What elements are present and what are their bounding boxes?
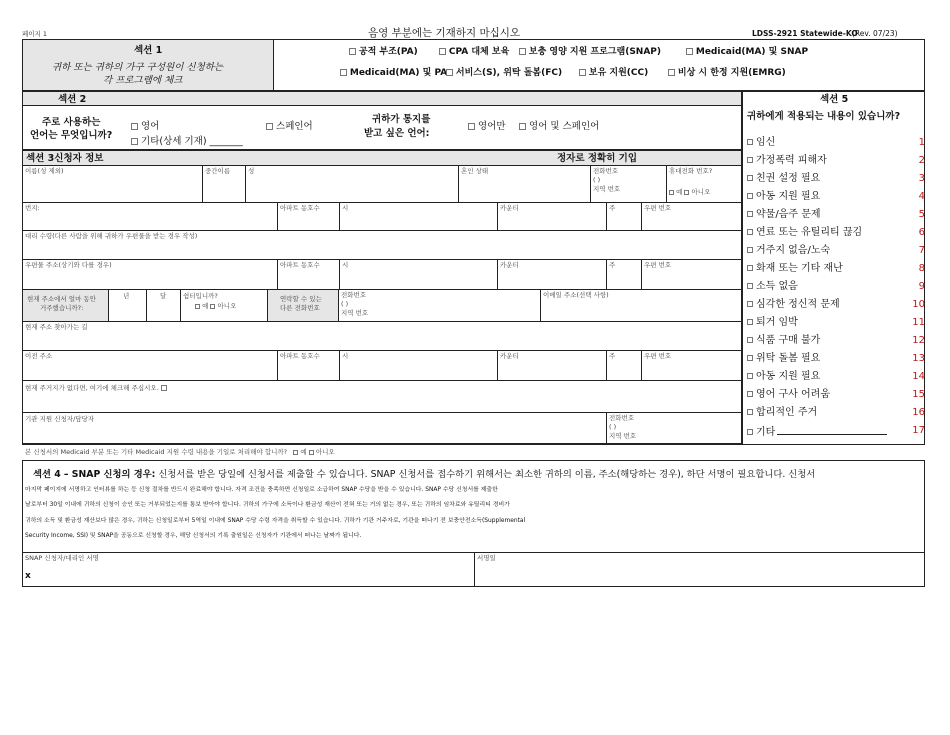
city-label: 시	[342, 352, 349, 360]
first-name-label: 이름(성 제외)	[25, 167, 64, 175]
section5-item[interactable]	[747, 282, 925, 292]
divider	[22, 202, 742, 203]
phone-paren: ( )	[593, 176, 601, 184]
how-long-label-2: 거주했습니까?:	[40, 304, 84, 312]
divider	[22, 443, 742, 444]
checkbox-icon	[161, 385, 167, 391]
divider	[474, 552, 475, 587]
divider	[497, 350, 498, 380]
checkbox-icon	[747, 229, 753, 235]
section5-item[interactable]	[747, 174, 925, 184]
checkbox-icon	[747, 265, 753, 271]
other-phone-label: 연락할 수 있는	[280, 295, 322, 303]
form-rev: (Rev. 07/23)	[852, 29, 898, 38]
section5-item-number: 11	[912, 317, 925, 328]
checkbox-icon	[747, 373, 753, 379]
program-ma-pa[interactable]: Medicaid(MA) 및 PA	[340, 69, 447, 78]
section5-item-label: 식품 구매 불가	[756, 335, 821, 346]
section5-item-label: 소득 없음	[756, 281, 798, 292]
checkbox-icon	[747, 337, 753, 343]
section5-item-label: 가정폭력 피해자	[756, 155, 827, 166]
divider	[339, 350, 340, 380]
lang-english-option[interactable]: 영어	[131, 122, 159, 132]
section4-line: 마지막 페이지에 서명하고 인터뷰를 하는 등 신청 절차를 반드시 완료해야 합니다. 자격 조건을 충족하면 신청일로 소급하여 SNAP 수당을 받을 수 있습니다. SNAP 수당 신청서를 제출한	[25, 486, 498, 493]
divider	[458, 165, 459, 202]
divider	[202, 165, 203, 202]
checkbox-icon	[747, 391, 753, 397]
section5-item[interactable]	[747, 354, 925, 364]
divider	[606, 202, 607, 230]
section5-item-label: 임신	[756, 137, 776, 148]
section5-item-number: 2	[918, 155, 925, 166]
checkbox-icon	[747, 283, 753, 289]
how-long-label: 현재 주소에서 얼마 동안	[27, 295, 96, 303]
prev-address-label: 이전 주소	[25, 352, 53, 360]
section5-item-number: 12	[912, 335, 925, 346]
section5-item-label: 화재 또는 기타 재난	[756, 263, 843, 274]
divider	[590, 165, 591, 202]
primary-language-question-2: 언어는 무엇입니까?	[30, 130, 113, 141]
checkbox-icon	[669, 190, 674, 195]
zip-label: 우편 번호	[644, 352, 672, 360]
divider	[606, 259, 607, 289]
shelter-yes-no[interactable]: 예 아니오	[195, 303, 236, 310]
phone-label: 전화번호	[593, 167, 619, 175]
notice-language-question: 귀하가 통지를	[372, 114, 431, 125]
phone-label: 전화번호	[609, 414, 635, 422]
section5-item-label: 퇴거 임박	[756, 317, 798, 328]
checkbox-icon	[747, 301, 753, 307]
city-label: 시	[342, 261, 349, 269]
county-label: 카운티	[500, 204, 519, 212]
signature-date-field[interactable]	[477, 566, 917, 584]
program-services-fc[interactable]: 서비스(S), 위탁 돌봄(FC)	[446, 69, 562, 78]
section5-item-number: 10	[912, 299, 925, 310]
section5-item[interactable]	[747, 336, 925, 346]
divider	[497, 202, 498, 230]
section5-item[interactable]	[747, 300, 925, 310]
other-phone-label-2: 다른 전화번호	[280, 304, 320, 312]
signature-x: x	[25, 571, 31, 581]
directions-label: 현재 주소 찾아가는 길	[25, 323, 88, 331]
section5-item-label: 기타	[756, 427, 776, 438]
divider	[22, 289, 742, 290]
divider	[277, 259, 278, 289]
divider	[267, 289, 268, 321]
email-label: 이메일 주소(선택 사항)	[543, 291, 609, 299]
section5-item[interactable]	[747, 192, 925, 202]
street-label: 번지:	[25, 204, 40, 212]
checkbox-icon	[747, 175, 753, 181]
checkbox-icon	[747, 319, 753, 325]
checkbox-icon	[468, 123, 475, 130]
section5-item[interactable]	[747, 156, 925, 166]
phone-paren: ( )	[609, 423, 617, 431]
divider	[22, 259, 742, 260]
primary-language-question: 주로 사용하는	[42, 117, 101, 128]
program-ma-snap[interactable]: Medicaid(MA) 및 SNAP	[686, 48, 808, 57]
divider	[22, 380, 742, 381]
checkbox-icon	[684, 190, 689, 195]
checkbox-icon	[439, 48, 446, 55]
checkbox-icon	[349, 48, 356, 55]
care-of-label: 대리 수령(다른 사람을 위해 귀하가 우편물을 받는 경우 작성)	[25, 232, 198, 240]
divider	[339, 259, 340, 289]
section5-item-number: 17	[912, 425, 925, 436]
checkbox-icon	[747, 193, 753, 199]
lang-other-option[interactable]: 기타(상세 기재) _______	[131, 137, 243, 147]
checkbox-icon	[519, 123, 526, 130]
checkbox-icon	[747, 139, 753, 145]
section5-item[interactable]	[747, 426, 925, 438]
divider	[540, 289, 541, 321]
divider	[22, 105, 742, 106]
section1-instruction-2: 각 프로그램에 체크	[103, 75, 183, 86]
divider	[108, 289, 109, 321]
divider	[641, 259, 642, 289]
header-notice: 음영 부분에는 기재하지 마십시오	[368, 27, 521, 39]
section5-item-label: 위탁 돌봄 필요	[756, 353, 821, 364]
shelter-label: 쉼터입니까?	[183, 292, 218, 300]
marital-status-label: 혼인 상태	[461, 167, 489, 175]
section5-item-label: 연료 또는 유틸리티 끊김	[756, 227, 863, 238]
program-emrg[interactable]: 비상 시 한정 지원(EMRG)	[668, 69, 786, 78]
section1-title: 섹션 1	[134, 45, 163, 56]
divider	[277, 202, 278, 230]
divider	[22, 230, 742, 231]
section5-title: 섹션 5	[820, 94, 849, 105]
phone-label: 전화번호	[341, 291, 367, 299]
mobile-label: 휴대전화 번호?	[669, 167, 713, 175]
section5-item-number: 4	[918, 191, 925, 202]
divider	[338, 289, 339, 321]
section5-item[interactable]	[747, 390, 925, 400]
area-code-label: 지역 번호	[341, 309, 369, 317]
middle-name-label: 중간이름	[205, 167, 231, 175]
section5-item-number: 3	[918, 173, 925, 184]
checkbox-icon	[747, 247, 753, 253]
signature-label: SNAP 신청자/대리인 서명	[25, 554, 99, 562]
mobile-yes-no[interactable]: 예 아니오	[669, 189, 710, 196]
divider	[180, 289, 181, 321]
section5-item[interactable]	[747, 408, 925, 418]
section5-item-label: 아동 지원 필요	[756, 191, 821, 202]
apt-label: 아파트 동호수	[280, 261, 320, 269]
county-label: 카운티	[500, 352, 519, 360]
checkbox-icon	[686, 48, 693, 55]
lang-spanish-option[interactable]: 스페인어	[266, 122, 313, 132]
checkbox-icon	[747, 355, 753, 361]
section5-item[interactable]	[747, 372, 925, 382]
divider	[606, 412, 607, 443]
state-label: 주	[609, 352, 616, 360]
section5-item-number: 5	[918, 209, 925, 220]
section1-instruction: 귀하 또는 귀하의 가구 구성원이 신청하는	[52, 62, 224, 73]
county-label: 카운티	[500, 261, 519, 269]
section5-item[interactable]	[747, 138, 925, 148]
mailing-address-label: 우편물 주소(상기와 다를 경우)	[25, 261, 112, 269]
checkbox-icon	[195, 304, 200, 309]
months-label: 달	[160, 292, 167, 300]
section5-item-number: 9	[918, 281, 925, 292]
checkbox-icon	[266, 123, 273, 130]
section5-item[interactable]	[747, 264, 925, 274]
divider	[22, 165, 742, 166]
notice-english-only[interactable]: 영어만	[468, 122, 506, 132]
section5-question: 귀하에게 적용되는 내용이 있습니까?	[747, 111, 901, 122]
section5-item-number: 6	[918, 227, 925, 238]
divider	[277, 350, 278, 380]
section5-item-number: 15	[912, 389, 925, 400]
checkbox-icon	[446, 69, 453, 76]
section5-item-label: 친권 설정 필요	[756, 173, 821, 184]
checkbox-icon	[579, 69, 586, 76]
section5-item-number: 1	[918, 137, 925, 148]
section5-item[interactable]	[747, 246, 925, 256]
checkbox-icon	[519, 48, 526, 55]
section4-line: 귀하의 소득 및 환금성 재산보다 많은 경우, 귀하는 신청일로부터 5역일 이내에 SNAP 수당 수령 자격을 취득할 수 있습니다. 귀하가 기관 거주자로, 기관을 떠나기 전 보충안전소득(Supplemental	[25, 517, 526, 524]
checkbox-icon	[293, 450, 298, 455]
agency-label: 기관 지원 신청자/담당자	[25, 415, 95, 423]
section2-title: 섹션 2	[58, 94, 87, 105]
years-label: 년	[123, 292, 130, 300]
zip-label: 우편 번호	[644, 261, 672, 269]
section5-item-label: 거주지 없음/노숙	[756, 245, 831, 256]
divider	[146, 289, 147, 321]
section5-item[interactable]	[747, 318, 925, 328]
divider	[641, 350, 642, 380]
section4-heading: 섹션 4 – SNAP 신청의 경우:	[33, 469, 156, 480]
section5-item-label: 심각한 정신적 문제	[756, 299, 840, 310]
checkbox-icon	[131, 123, 138, 130]
section5-item-number: 7	[918, 245, 925, 256]
section5-item-number: 16	[912, 407, 925, 418]
section4-line: 신청서를 받은 당일에 신청서를 제출할 수 있습니다. SNAP 신청서를 접수하기 위해서는 최소한 귀하의 이름, 주소(해당하는 경우), 하단 서명이 필요합니다. 신청서	[155, 469, 816, 480]
section3-print-note: 정자로 정확히 기입	[557, 153, 638, 164]
section5-item-label: 영어 구사 어려움	[756, 389, 830, 400]
signature-field[interactable]	[40, 566, 460, 584]
section5-item-label: 약물/음주 문제	[756, 209, 821, 220]
medicaid-question[interactable]: 본 신청서의 Medicaid 부분 또는 기타 Medicaid 지원 수령 내용을 기일로 처리해야 합니까? 예 아니오	[25, 448, 335, 456]
section3-box	[22, 150, 742, 445]
page-number: 페이지 1	[22, 30, 48, 38]
city-label: 시	[342, 204, 349, 212]
checkbox-icon	[747, 429, 753, 435]
checkbox-icon	[340, 69, 347, 76]
section4-line: 날로부터 30일 이내에 귀하의 신청이 승인 또는 거부되었는지를 통보 받아야 합니다. 귀하의 가구에 소득이나 환금성 재산이 전혀 또는 거의 없는 경우, 또는 귀하의 임차료와 유틸리티 경비가	[25, 502, 510, 509]
checkbox-icon	[747, 409, 753, 415]
checkbox-icon	[309, 450, 314, 455]
notice-language-question-2: 받고 싶은 언어:	[364, 128, 430, 139]
apt-label: 아파트 동호수	[280, 204, 320, 212]
divider	[22, 412, 742, 413]
divider	[666, 165, 667, 202]
program-snap[interactable]: 보충 영양 지원 프로그램(SNAP)	[519, 48, 661, 57]
section5-item-number: 13	[912, 353, 925, 364]
divider	[245, 165, 246, 202]
program-cpa[interactable]: CPA 대체 보육	[439, 48, 509, 57]
signature-date-label: 서명일	[477, 554, 496, 562]
program-cc[interactable]: 보유 지원(CC)	[579, 69, 648, 78]
notice-english-spanish[interactable]: 영어 및 스페인어	[519, 122, 599, 132]
area-code-label: 지역 번호	[593, 185, 621, 193]
checkbox-icon	[747, 211, 753, 217]
divider	[606, 350, 607, 380]
homeless-checkbox[interactable]: 현재 주거지가 없다면, 여기에 체크해 주십시오.	[25, 385, 167, 392]
section5-item[interactable]	[747, 210, 925, 220]
checkbox-icon	[668, 69, 675, 76]
divider	[22, 350, 742, 351]
state-label: 주	[609, 204, 616, 212]
program-pa[interactable]: 공적 부조(PA)	[349, 48, 418, 57]
section5-item-label: 아동 지원 필요	[756, 371, 821, 382]
section5-item-label: 합리적인 주거	[756, 407, 818, 418]
apt-label: 아파트 동호수	[280, 352, 320, 360]
divider	[497, 259, 498, 289]
state-label: 주	[609, 261, 616, 269]
section3-title: 섹션 3신청자 정보	[26, 153, 104, 164]
last-name-label: 성	[248, 167, 255, 175]
section5-item-number: 14	[912, 371, 925, 382]
section2-header-band	[23, 92, 741, 105]
divider	[339, 202, 340, 230]
other-fill-line[interactable]	[777, 426, 887, 435]
phone-paren: ( )	[341, 300, 349, 308]
checkbox-icon	[131, 138, 138, 145]
area-code-label: 지역 번호	[609, 432, 637, 440]
form-id: LDSS-2921 Statewide-KO	[752, 29, 858, 38]
section4-line: Security Income, SSI) 및 SNAP을 공동으로 신청할 경우, 해당 신청서의 기록 출원일은 신청자가 기관에서 떠나는 날짜가 됩니다.	[25, 533, 362, 540]
section5-item[interactable]	[747, 228, 925, 238]
checkbox-icon	[747, 157, 753, 163]
divider	[22, 321, 742, 322]
zip-label: 우편 번호	[644, 204, 672, 212]
section4-text	[25, 467, 917, 545]
checkbox-icon	[210, 304, 215, 309]
section5-item-number: 8	[918, 263, 925, 274]
divider	[641, 202, 642, 230]
